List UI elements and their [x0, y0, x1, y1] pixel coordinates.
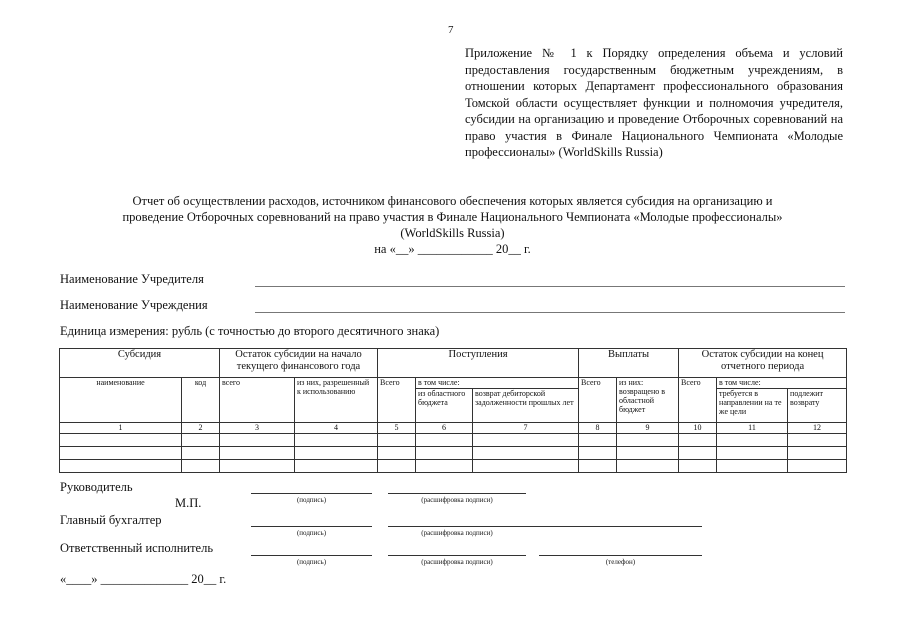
executor-phone-caption: (телефон)	[605, 558, 636, 566]
header-name: наименование	[60, 378, 182, 423]
stamp-label: М.П.	[175, 496, 202, 510]
signature-date: «____» ______________ 20__ г.	[60, 572, 227, 586]
table-row	[60, 434, 847, 447]
title-date: на «__» ____________ 20__ г.	[374, 242, 531, 256]
executor-signature-caption: (подпись)	[296, 558, 327, 566]
header-opening-balance: Остаток субсидии на начало текущего финансового года	[220, 349, 378, 378]
column-number: 4	[295, 423, 378, 434]
report-table	[59, 348, 847, 473]
head-label: Руководитель	[60, 480, 133, 494]
head-signature-line	[251, 493, 372, 494]
header-including-receipts: в том числе:	[416, 378, 579, 389]
column-number: 3	[220, 423, 295, 434]
header-total-payments: Всего	[579, 378, 617, 423]
title-line-2: проведение Отборочных соревнований на право участия в Финале Национального Чемпионата «Молодые профессионалы»	[122, 210, 783, 224]
header-return-receivables: возврат дебиторской задолженности прошлых лет	[473, 389, 579, 423]
column-number: 7	[473, 423, 579, 434]
head-decoding-line	[388, 493, 526, 494]
founder-label: Наименование Учредителя	[60, 272, 204, 286]
column-number: 8	[579, 423, 617, 434]
appendix-note: Приложение № 1 к Порядку определения объема и условий предоставления государственным бюджетным учреждениям, в отношении которых Департамент профессионального образования Томской области осуществляет функции и полномочия учредителя, субсидии на организацию и проведение Отборочных соревнований на право участия в Финале Национального Чемпионата «Молодые профессионалы» (WorldSkills Russia)	[465, 46, 843, 159]
header-from-regional-budget: из областного бюджета	[416, 389, 473, 423]
executor-signature-line	[251, 555, 372, 556]
unit-label: Единица измерения: рубль (с точностью до второго десятичного знака)	[60, 324, 440, 338]
header-total-closing: Всего	[679, 378, 717, 423]
accountant-signature-line	[251, 526, 372, 527]
executor-decoding-line	[388, 555, 526, 556]
accountant-decoding-line	[388, 526, 702, 527]
head-signature-caption: (подпись)	[296, 496, 327, 504]
accountant-signature-caption: (подпись)	[296, 529, 327, 537]
institution-label: Наименование Учреждения	[60, 298, 208, 312]
header-total-open: всего	[220, 378, 295, 423]
executor-label: Ответственный исполнитель	[60, 541, 214, 555]
column-number: 6	[416, 423, 473, 434]
header-payments: Выплаты	[579, 349, 679, 378]
header-required-same-purpose: требуется в направлении на те же цели	[717, 389, 788, 423]
column-number: 10	[679, 423, 717, 434]
accountant-decoding-caption: (расшифровка подписи)	[421, 529, 493, 537]
header-closing-balance: Остаток субсидии на конец отчетного периода	[679, 349, 847, 378]
column-number: 9	[617, 423, 679, 434]
chief-accountant-label: Главный бухгалтер	[60, 513, 162, 527]
header-subsidy: Субсидия	[60, 349, 220, 378]
header-subject-to-return: подлежит возврату	[788, 389, 847, 423]
table-row	[60, 460, 847, 473]
column-number: 12	[788, 423, 847, 434]
column-number: 11	[717, 423, 788, 434]
table-row	[60, 447, 847, 460]
head-decoding-caption: (расшифровка подписи)	[421, 496, 493, 504]
founder-line	[255, 286, 845, 287]
header-allowed-use: из них, разрешенный к использованию	[295, 378, 378, 423]
header-including-closing: в том числе:	[717, 378, 847, 389]
column-number: 1	[60, 423, 182, 434]
column-number: 2	[182, 423, 220, 434]
header-total-receipts: Всего	[378, 378, 416, 423]
header-returned-to-budget: из них: возвращено в областной бюджет	[617, 378, 679, 423]
column-number: 5	[378, 423, 416, 434]
report-title	[60, 193, 845, 257]
title-line-1: Отчет об осуществлении расходов, источником финансового обеспечения которых является субсидия на организацию и	[132, 194, 773, 208]
title-line-3: (WorldSkills Russia)	[400, 226, 505, 240]
page-number: 7	[448, 24, 454, 36]
executor-decoding-caption: (расшифровка подписи)	[421, 558, 493, 566]
executor-phone-line	[539, 555, 702, 556]
header-receipts: Поступления	[378, 349, 579, 378]
institution-line	[255, 312, 845, 313]
header-code: код	[182, 378, 220, 423]
